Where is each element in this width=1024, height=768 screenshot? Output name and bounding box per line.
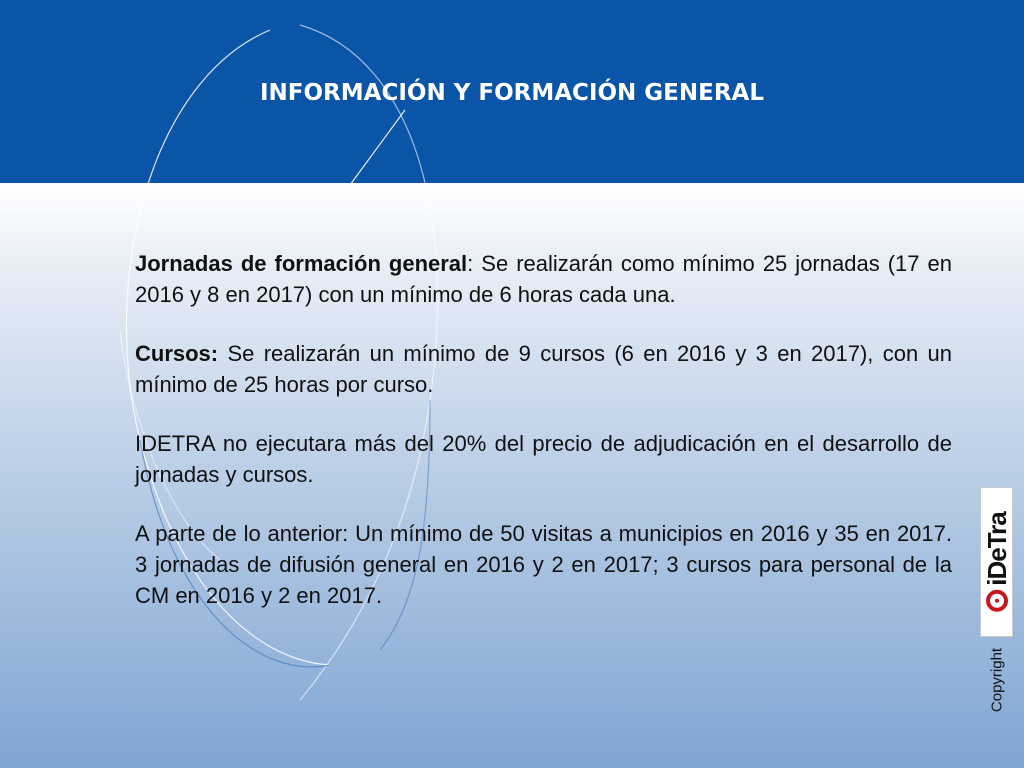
paragraph-jornadas <box>135 248 952 310</box>
page-title: INFORMACIÓN Y FORMACIÓN GENERAL <box>259 80 764 106</box>
copyright-label: Copyright <box>988 647 1006 713</box>
idetra-logo <box>980 487 1013 637</box>
paragraph-text: IDETRA no ejecutara más del 20% del precio de adjudicación en el desarrollo de jornadas y cursos. <box>135 431 952 487</box>
paragraph-text: : Se realizarán como mínimo 25 jornadas (17 en 2016 y 8 en 2017) con un mínimo de 6 horas cada una. <box>135 251 953 307</box>
paragraph-cursos <box>135 338 952 400</box>
paragraph-text: A parte de lo anterior: Un mínimo de 50 visitas a municipios en 2016 y 35 en 2017. 3 jornadas de difusión general en 2016 y 2 en 2017; 3 cursos para personal de la CM en 2016 y 2 en 2017. <box>135 521 952 608</box>
logo-text: iDeTra <box>981 512 1012 586</box>
paragraph-idetra <box>135 428 952 490</box>
paragraph-text: Se realizarán un mínimo de 9 cursos (6 en 2016 y 3 en 2017), con un mínimo de 25 horas por curso. <box>135 341 952 397</box>
paragraph-a-parte <box>135 518 952 611</box>
paragraph-lead: Cursos: <box>135 341 219 366</box>
paragraph-lead: Jornadas de formación general <box>135 251 468 276</box>
slide-body <box>135 248 952 639</box>
target-ring-icon <box>986 590 1008 612</box>
